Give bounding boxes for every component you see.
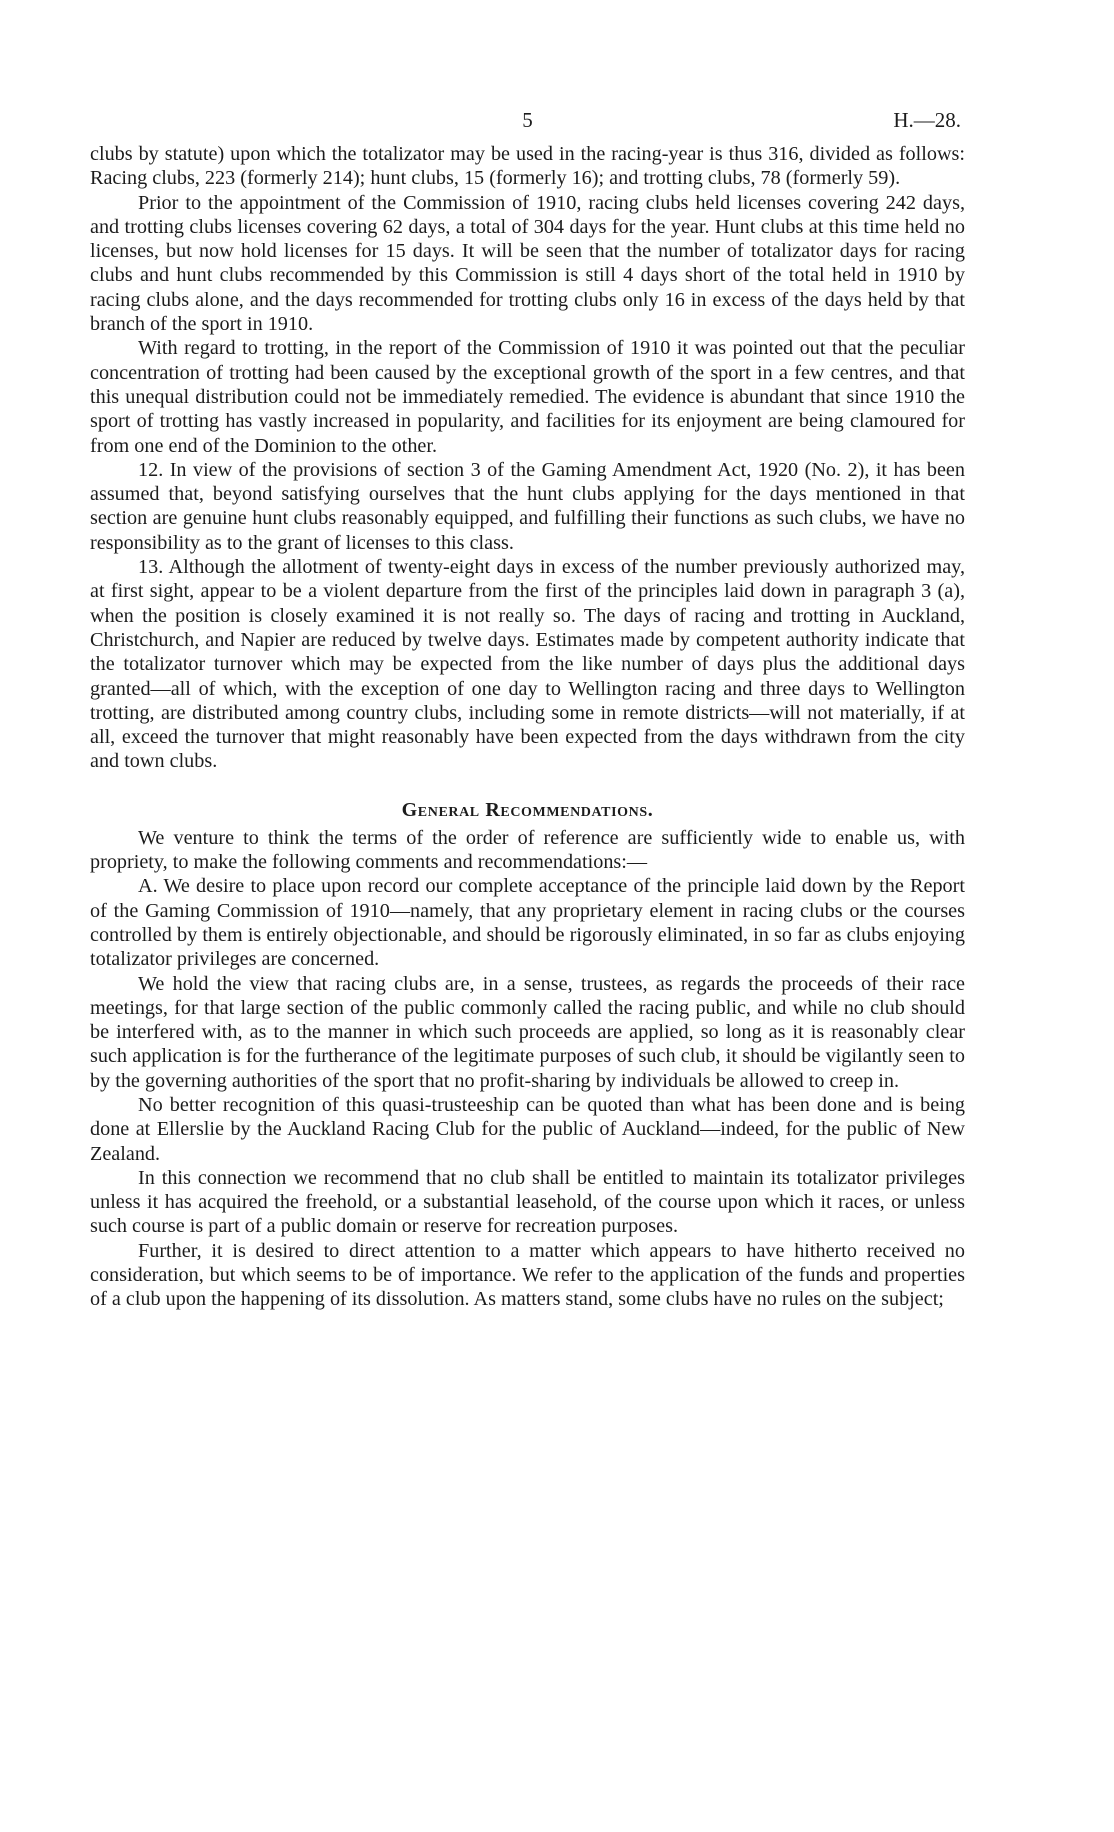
paragraph-12: 12. In view of the provisions of section 3 of the Gaming Amendment Act, 1920 (No. 2), it has been assumed that, beyond satisfying ourselves that the hunt clubs applying for the days mentioned in that section are genuine hunt clubs reasonably equipped, and fulfilling their functions as such clubs, we have no responsibility as to the grant of licenses to this class.	[90, 458, 965, 554]
document-page	[90, 108, 965, 1312]
page-header	[90, 108, 965, 142]
paragraph-prior-to-commission: Prior to the appointment of the Commission of 1910, racing clubs held licenses covering 242 days, and trotting clubs licenses covering 62 days, a total of 304 days for the year. Hunt clubs at this time held no licenses, but now hold licenses for 15 days. It will be seen that the number of totalizator days for racing clubs and hunt clubs recommended by this Commission is still 4 days short of the total held in 1910 by racing clubs alone, and the days recommended for trotting clubs only 16 in excess of the days held by that branch of the sport in 1910.	[90, 191, 965, 336]
section-heading: General Recommendations.	[401, 798, 654, 821]
paragraph-trustees: We hold the view that racing clubs are, in a sense, trustees, as regards the proceeds of their race meetings, for that large section of the public commonly called the racing public, and while no club should be interfered with, as to the manner in which such proceeds are applied, so long as it is reasonably clear such application is for the furtherance of the legitimate purposes of such club, it should be vigilantly seen to by the governing authorities of the sport that no profit-sharing by individuals be allowed to creep in.	[90, 972, 965, 1092]
paragraph-13: 13. Although the allotment of twenty-eight days in excess of the number previously authorized may, at first sight, appear to be a violent departure from the first of the principles laid down in paragraph 3 (a), when the position is closely examined it is not really so. The days of racing and trotting in Auckland, Christchurch, and Napier are reduced by twelve days. Estimates made by competent authority indicate that the totalizator turnover which may be expected from the like number of days plus the additional days granted—all of which, with the exception of one day to Wellington racing and three days to Wellington trotting, are distributed among country clubs, including some in remote districts—will not materially, if at all, exceed the turnover that might reasonably have been expected from the days withdrawn from the city and town clubs.	[90, 556, 965, 773]
paragraph-ellerslie: No better recognition of this quasi-trusteeship can be quoted than what has been done and is being done at Ellerslie by the Auckland Racing Club for the public of Auckland—indeed, for the public of New Zealand.	[90, 1093, 965, 1165]
paragraph-dissolution: Further, it is desired to direct attention to a matter which appears to have hitherto received no consideration, but which seems to be of importance. We refer to the application of the funds and properties of a club upon the happening of its dissolution. As matters stand, some clubs have no rules on the subject;	[90, 1239, 965, 1311]
paragraph-continued: clubs by statute) upon which the totalizator may be used in the racing-year is thus 316, divided as follows: Racing clubs, 223 (formerly 214); hunt clubs, 15 (formerly 16); and trotting clubs, 78 (formerly 59).	[90, 143, 965, 190]
paragraph-trotting: With regard to trotting, in the report of the Commission of 1910 it was pointed out that the peculiar concentration of trotting had been caused by the exceptional growth of the sport in a few centres, and that this unequal distribution could not be immediately remedied. The evidence is abundant that since 1910 the sport of trotting has vastly increased in popularity, and facilities for its enjoyment are being clamoured for from one end of the Dominion to the other.	[90, 337, 965, 457]
paragraph-a: A. We desire to place upon record our complete acceptance of the principle laid down by the Report of the Gaming Commission of 1910—namely, that any proprietary element in racing clubs or the courses controlled by them is entirely objectionable, and should be rigorously eliminated, in so far as clubs enjoying totalizator privileges are concerned.	[90, 875, 965, 971]
document-reference: H.—28.	[893, 108, 961, 132]
page-number: 5	[522, 108, 533, 132]
paragraph-freehold: In this connection we recommend that no club shall be entitled to maintain its totalizator privileges unless it has acquired the freehold, or a substantial leasehold, of the course upon which it races, or unless such course is part of a public domain or reserve for recreation purposes.	[90, 1166, 965, 1238]
paragraph-order-of-reference: We venture to think the terms of the order of reference are sufficiently wide to enable us, with propriety, to make the following comments and recommendations:—	[90, 826, 965, 874]
